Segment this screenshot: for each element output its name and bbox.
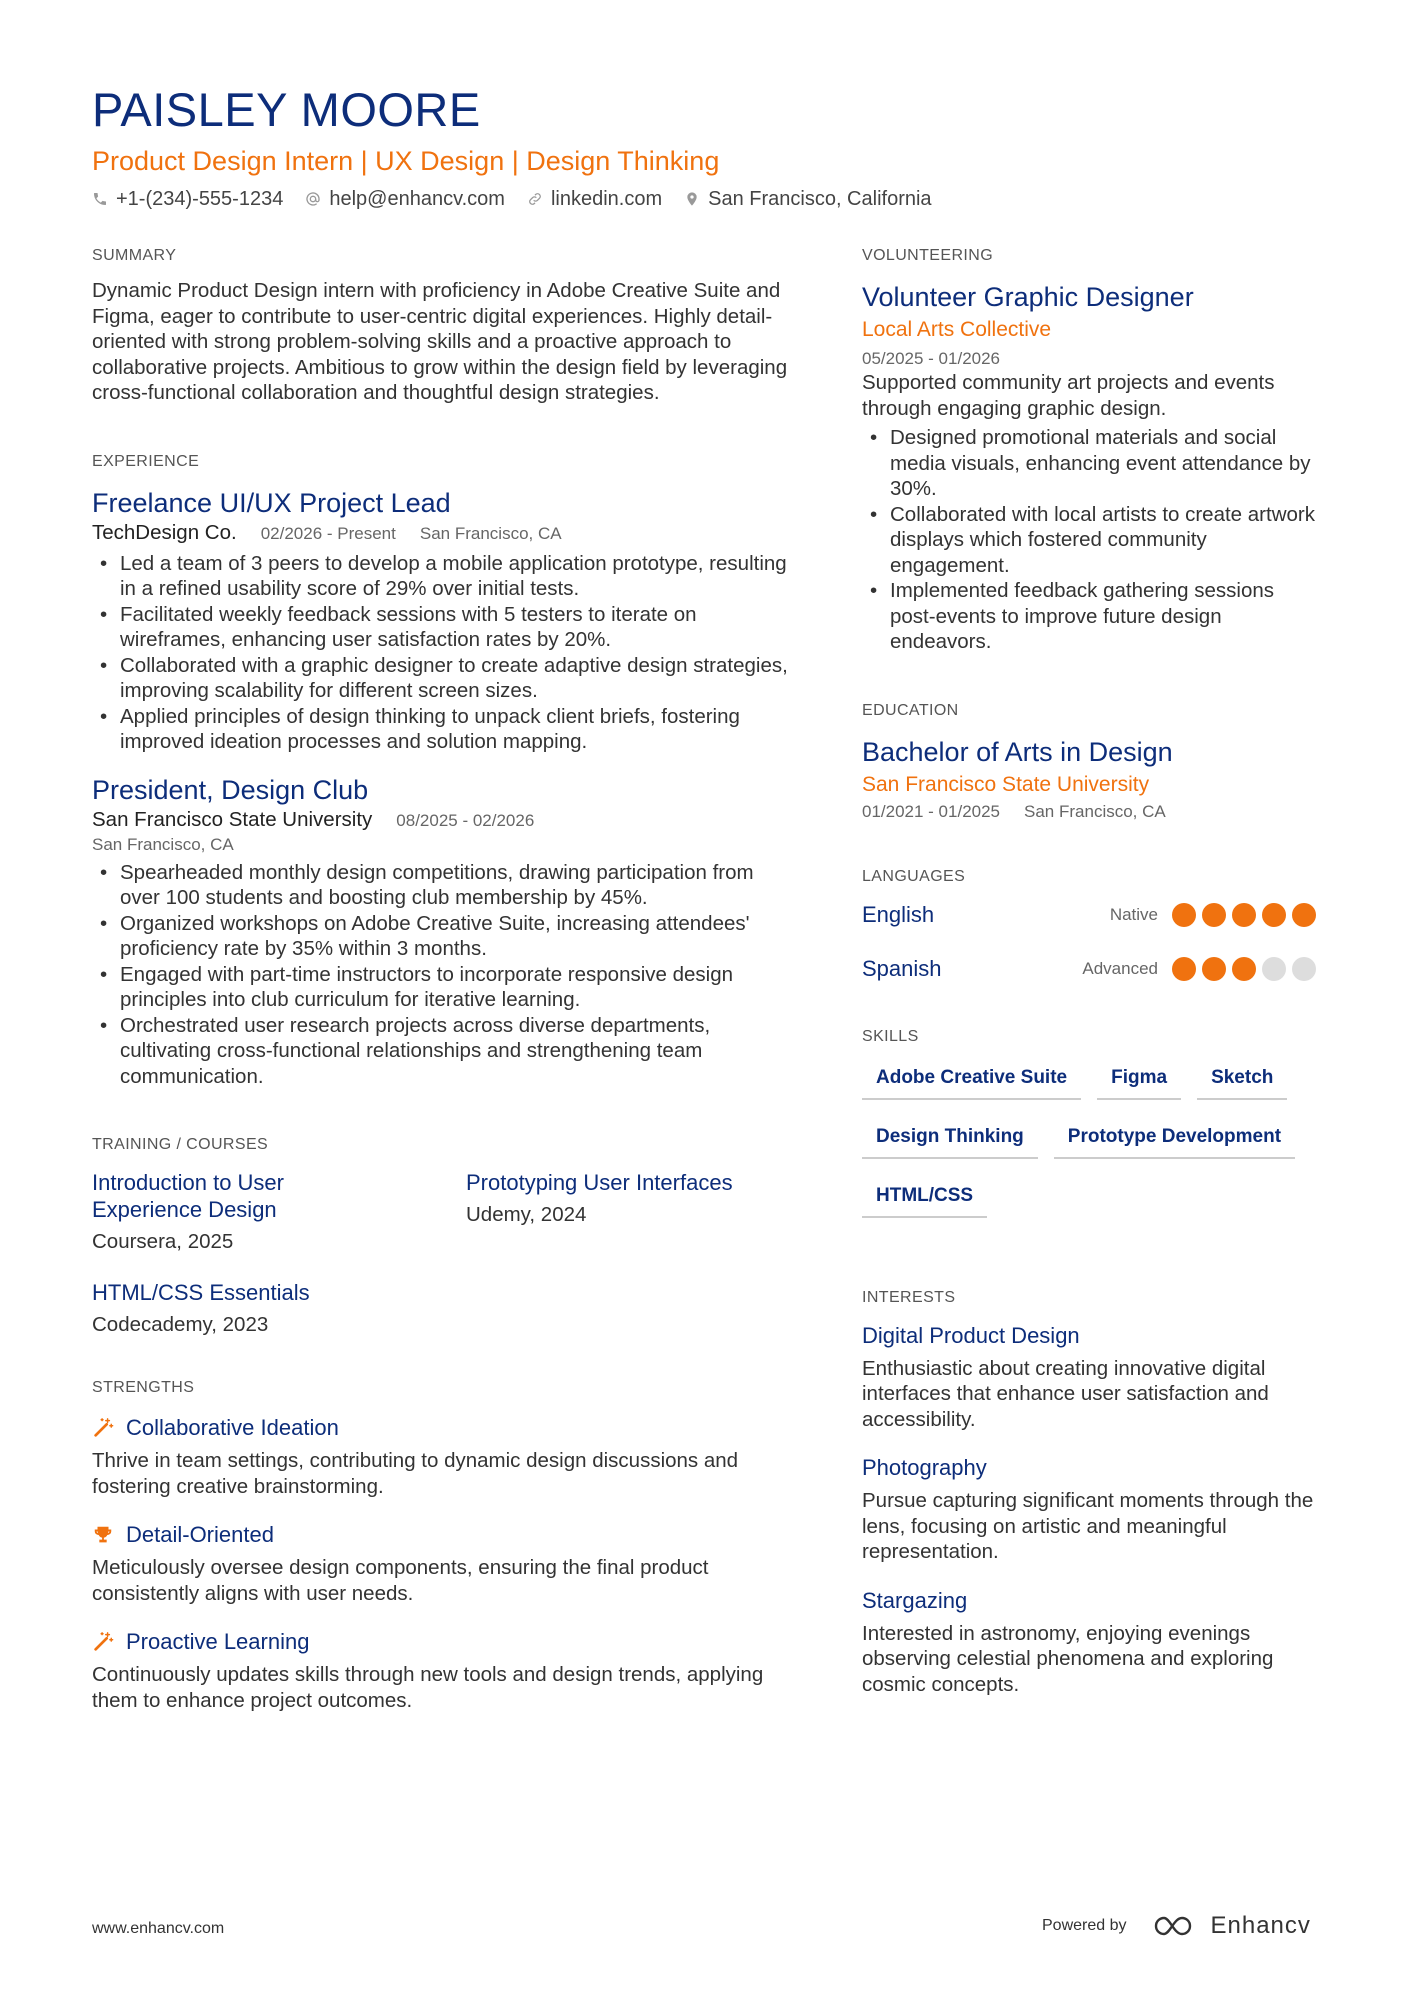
strength-description: Thrive in team settings, contributing to dynamic design discussions and fostering creative brainstorming. (92, 1449, 739, 1498)
language-row (862, 949, 1322, 989)
bullet-item: • Orchestrated user research projects across diverse departments, cultivating cross-functional relationships and strengthening team communication. (92, 1013, 792, 1090)
education-dates: 01/2021 - 01/2025 (862, 801, 1001, 821)
strength-title: Detail-Oriented (126, 1522, 274, 1547)
rating-dot-filled (1202, 957, 1226, 981)
bullet-item: • Facilitated weekly feedback sessions with 5 testers to iterate on wireframes, enhancing user satisfaction rates by 20%. (92, 602, 792, 653)
location-pin-icon (684, 191, 700, 207)
phone-number[interactable]: +1-(234)-555-1234 (116, 188, 284, 210)
interests-section (862, 1288, 1322, 1698)
interest-description: Enthusiastic about creating innovative digital interfaces that enhance user satisfaction and accessibility. (862, 1356, 1269, 1431)
skills-section (862, 1027, 1322, 1238)
job-title: President, Design Club (92, 774, 369, 805)
education-location: San Francisco, CA (1024, 801, 1166, 821)
strength-item (92, 1521, 792, 1606)
languages-heading: LANGUAGES (862, 867, 966, 885)
language-level: Native (1109, 904, 1158, 924)
contact-bar (92, 186, 1322, 212)
course-title: Prototyping User Interfaces (466, 1170, 733, 1195)
skill-tag: HTML/CSS (862, 1179, 987, 1218)
powered-by-label: Powered by (1042, 1917, 1127, 1934)
language-level: Advanced (1082, 958, 1158, 978)
school-name: San Francisco State University (862, 772, 1150, 796)
course-title: HTML/CSS Essentials (92, 1280, 310, 1305)
bullet-item: • Designed promotional materials and social media visuals, enhancing event attendance by 30%. (862, 425, 1322, 502)
rating-dot-empty (1262, 957, 1286, 981)
contact-email (305, 186, 505, 212)
magic-wand-icon (92, 1417, 114, 1439)
enhancv-logo-icon (1153, 1913, 1201, 1939)
strength-title: Proactive Learning (126, 1629, 310, 1654)
strengths-section (92, 1378, 792, 1713)
language-name: Spanish (862, 955, 942, 981)
linkedin-link[interactable]: linkedin.com (550, 188, 663, 210)
job-company: TechDesign Co. (92, 520, 237, 544)
training-heading: TRAINING / COURSES (92, 1136, 269, 1153)
skill-tag: Adobe Creative Suite (862, 1061, 1081, 1100)
rating-dot-filled (1202, 903, 1226, 927)
interest-item (862, 1454, 1322, 1565)
location-text: San Francisco, California (708, 188, 932, 210)
course-provider: Coursera, 2025 (92, 1230, 234, 1253)
bullet-item: • Collaborated with local artists to create artwork displays which fostered community engagement. (862, 502, 1322, 579)
phone-icon (92, 191, 108, 207)
course-item (466, 1169, 792, 1255)
strength-header (92, 1414, 792, 1442)
job-dates: 02/2026 - Present (260, 523, 396, 543)
interest-title: Digital Product Design (862, 1322, 1080, 1348)
course-title: Introduction to User Experience Design (92, 1170, 284, 1222)
strength-item (92, 1414, 792, 1499)
brand-logo[interactable] (1153, 1912, 1311, 1940)
job-location: San Francisco, CA (92, 834, 234, 854)
interest-title: Photography (862, 1455, 987, 1480)
language-rating (1172, 957, 1322, 981)
language-name: English (862, 901, 935, 927)
summary-section (92, 246, 792, 406)
footer-branding (1042, 1912, 1311, 1940)
rating-dot-filled (1232, 957, 1256, 981)
course-provider: Udemy, 2024 (466, 1203, 587, 1226)
skills-heading: SKILLS (862, 1027, 919, 1045)
bullet-item: • Implemented feedback gathering sessions post-events to improve future design endeavors. (862, 578, 1322, 655)
course-item (92, 1279, 466, 1338)
language-row (862, 895, 1322, 935)
skill-tag: Sketch (1197, 1061, 1287, 1100)
bullet-item: • Led a team of 3 peers to develop a mobile application prototype, resulting in a refined usability score of 29% over initial tests. (92, 551, 792, 602)
resume-header (92, 82, 1322, 212)
degree-title: Bachelor of Arts in Design (862, 736, 1173, 767)
volunteer-bullets (862, 425, 1322, 655)
interest-item (862, 1587, 1322, 1698)
education-section (862, 701, 1322, 825)
volunteer-role: Volunteer Graphic Designer (862, 282, 1194, 312)
strength-title: Collaborative Ideation (126, 1415, 339, 1440)
strength-description: Meticulously oversee design components, ensuring the final product consistently aligns with user needs. (92, 1556, 709, 1605)
interest-item (862, 1322, 1322, 1433)
candidate-name: PAISLEY MOORE (92, 83, 481, 136)
rating-dot-filled (1172, 957, 1196, 981)
strength-item (92, 1628, 792, 1713)
summary-heading: SUMMARY (92, 247, 177, 264)
job-bullets (92, 860, 792, 1090)
bullet-item: • Engaged with part-time instructors to incorporate responsive design principles into club curriculum for iterative learning. (92, 962, 792, 1013)
skill-tag: Prototype Development (1054, 1120, 1295, 1159)
language-rating (1172, 903, 1322, 927)
course-grid (92, 1169, 792, 1338)
footer-website[interactable]: www.enhancv.com (92, 1920, 225, 1937)
languages-section (862, 867, 1322, 989)
interest-description: Interested in astronomy, enjoying evenings observing celestial phenomena and exploring cosmic concepts. (862, 1621, 1274, 1696)
course-item (92, 1169, 466, 1255)
contact-location (684, 186, 931, 212)
bullet-item: • Organized workshops on Adobe Creative Suite, increasing attendees' proficiency rate by 35% within 3 months. (92, 911, 792, 962)
candidate-headline: Product Design Intern | UX Design | Design Thinking (92, 146, 720, 176)
skill-tag: Design Thinking (862, 1120, 1038, 1159)
job-meta (92, 807, 792, 834)
volunteering-section (862, 246, 1322, 655)
contact-phone (92, 186, 283, 212)
interests-heading: INTERESTS (862, 1288, 956, 1306)
strength-description: Continuously updates skills through new tools and design trends, applying them to enhance project outcomes. (92, 1663, 764, 1712)
summary-text: Dynamic Product Design intern with proficiency in Adobe Creative Suite and Figma, eager to contribute to user-centric digital experiences. Highly detail-oriented with strong problem-solving skills and a proactive approach to collaborative projects. Ambitious to grow within the design field by leveraging cross-functional collaboration and thoughtful design strategies. (92, 279, 788, 404)
volunteer-organization: Local Arts Collective (862, 318, 1052, 341)
job-meta (92, 520, 792, 547)
rating-dot-filled (1172, 903, 1196, 927)
education-meta (862, 799, 1322, 825)
job-dates: 08/2025 - 02/2026 (396, 810, 535, 830)
bullet-item: • Collaborated with a graphic designer to create adaptive design strategies, improving scalability for different screen sizes. (92, 653, 792, 704)
job-company: San Francisco State University (92, 807, 373, 831)
at-icon (305, 191, 321, 207)
interest-title: Stargazing (862, 1587, 968, 1613)
job-entry (92, 486, 792, 755)
bullet-item: • Applied principles of design thinking to unpack client briefs, fostering improved ideation processes and solution mapping. (92, 704, 792, 755)
rating-dot-filled (1232, 903, 1256, 927)
training-section (92, 1135, 792, 1338)
rating-dot-filled (1262, 903, 1286, 927)
job-bullets (92, 551, 792, 755)
left-column (92, 246, 792, 1713)
rating-dot-filled (1292, 903, 1316, 927)
experience-heading: EXPERIENCE (92, 452, 200, 470)
volunteering-heading: VOLUNTEERING (862, 247, 994, 264)
interest-description: Pursue capturing significant moments through the lens, focusing on artistic and meaningful representation. (862, 1489, 1314, 1563)
right-column (862, 246, 1322, 1697)
job-location: San Francisco, CA (419, 523, 562, 543)
trophy-icon (92, 1524, 114, 1546)
strengths-heading: STRENGTHS (92, 1379, 195, 1396)
job-title: Freelance UI/UX Project Lead (92, 487, 451, 518)
volunteer-dates: 05/2025 - 01/2026 (862, 349, 1001, 368)
education-heading: EDUCATION (862, 701, 959, 719)
brand-name: Enhancv (1210, 1912, 1311, 1939)
contact-linkedin (527, 186, 662, 212)
course-provider: Codecademy, 2023 (92, 1313, 269, 1336)
rating-dot-empty (1292, 957, 1316, 981)
link-icon (527, 191, 543, 207)
job-entry (92, 773, 792, 1090)
bullet-item: • Spearheaded monthly design competitions, drawing participation from over 100 students and boosting club membership by 45%. (92, 860, 792, 911)
strength-header (92, 1521, 792, 1549)
skill-tag: Figma (1097, 1061, 1181, 1100)
volunteer-description: Supported community art projects and events through engaging graphic design. (862, 371, 1275, 420)
email-link[interactable]: help@enhancv.com (329, 188, 505, 210)
strength-header (92, 1628, 792, 1656)
experience-section (92, 452, 792, 1090)
skills-list (862, 1061, 1322, 1238)
magic-wand-icon (92, 1631, 114, 1653)
